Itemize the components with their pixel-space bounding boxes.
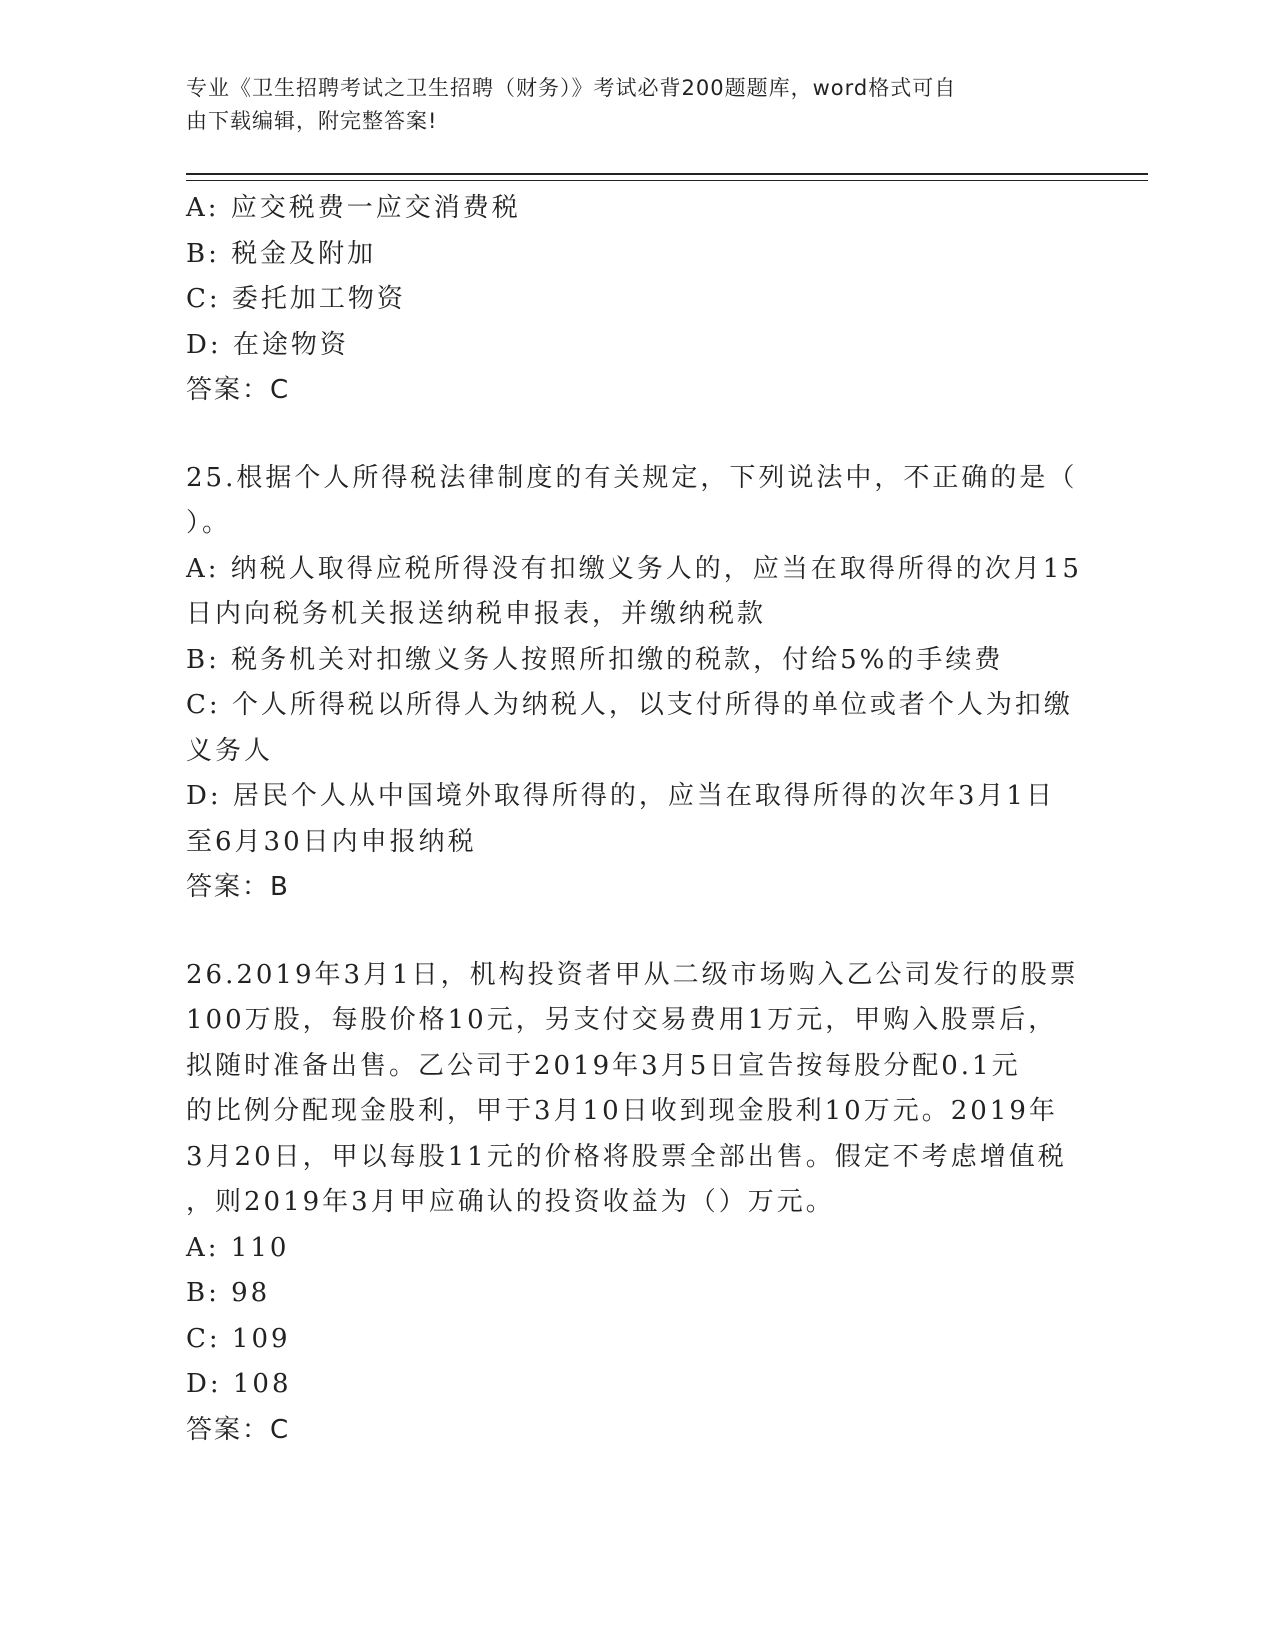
option-line: A: 纳税人取得应税所得没有扣缴义务人的，应当在取得所得的次月15: [186, 553, 1082, 584]
header-line-2: 由下载编辑，附完整答案!: [186, 109, 438, 133]
question-26: [186, 953, 1086, 1454]
option-line: C: 个人所得税以所得人为纳税人，以支付所得的单位或者个人为扣缴: [186, 690, 1073, 720]
spacer: [186, 414, 1086, 456]
option-a: A: 应交税费一应交消费税: [186, 193, 521, 223]
question-stem-line: 26.2019年3月1日，机构投资者甲从二级市场购入乙公司发行的股票: [186, 959, 1079, 990]
answer-line: 答案：C: [186, 1414, 291, 1445]
spacer: [186, 911, 1086, 953]
question-stem-line: 的比例分配现金股利，甲于3月10日收到现金股利10万元。2019年: [186, 1096, 1058, 1126]
option-line: 至6月30日内申报纳税: [186, 826, 477, 857]
option-d: D: 108: [186, 1369, 292, 1399]
answer-line: 答案：C: [186, 375, 291, 405]
question-stem-line: 25.根据个人所得税法律制度的有关规定，下列说法中，不正确的是（: [186, 462, 1078, 493]
option-d: D: 在途物资: [186, 329, 349, 360]
header-divider-thick: [186, 173, 1148, 175]
option-c: C: 109: [186, 1323, 291, 1354]
question-stem-line: 100万股，每股价格10元，另支付交易费用1万元，甲购入股票后，: [186, 1005, 1058, 1035]
option-line: D: 居民个人从中国境外取得所得的，应当在取得所得的次年3月1日: [186, 781, 1055, 811]
header-line-1: 专业《卫生招聘考试之卫生招聘（财务）》考试必背200题题库，word格式可自: [186, 76, 957, 100]
question-stem-line: ）。: [186, 508, 232, 538]
option-c: C: 委托加工物资: [186, 284, 406, 314]
option-a: A: 110: [186, 1232, 290, 1263]
option-line: 日内向税务机关报送纳税申报表，并缴纳税款: [186, 599, 767, 629]
answer-line: 答案：B: [186, 872, 290, 902]
document-body: [186, 186, 1086, 1453]
question-stem-line: ，则2019年3月甲应确认的投资收益为（）万元。: [186, 1187, 835, 1217]
question-stem-line: 拟随时准备出售。乙公司于2019年3月5日宣告按每股分配0.1元: [186, 1050, 1021, 1081]
header-divider-thin: [186, 180, 1148, 181]
option-line: 义务人: [186, 735, 274, 766]
question-25: [186, 456, 1086, 911]
option-b: B: 98: [186, 1278, 271, 1308]
option-b: B: 税金及附加: [186, 238, 377, 269]
document-header: [186, 72, 1066, 138]
option-line: B: 税务机关对扣缴义务人按照所扣缴的税款，付给5%的手续费: [186, 644, 1004, 675]
question-stem-line: 3月20日，甲以每股11元的价格将股票全部出售。假定不考虑增值税: [186, 1141, 1067, 1172]
question-24: [186, 186, 1086, 414]
